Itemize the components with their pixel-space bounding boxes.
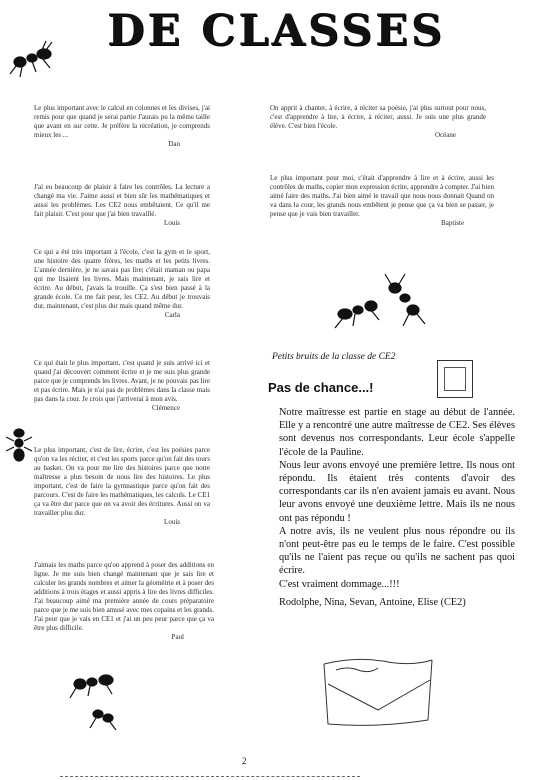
authors: Rodolphe, Nina, Sevan, Antoine, Elise (CE2): [279, 597, 466, 608]
ant-icon: [62, 662, 142, 732]
article-paragraph: A notre avis, ils ne veulent plus nous répondre ou ils n'ont peut-être pas eu le temps de le faire. C'est possible qu'ils ne l'aient pas reçue ou qu'ils ne sachent pas quoi écrire.: [279, 525, 515, 577]
article-paragraph: Notre maîtresse est partie en stage au début de l'année. Elle y a rencontré une autre maîtresse de CE2. Ses élèves sont devenus nos correspondants. Leur école s'appelle l'école de la Pauline.: [279, 407, 515, 458]
section-title: Petits bruits de la classe de CE2: [272, 352, 396, 362]
signature: Carla: [164, 311, 180, 319]
signature: Baptiste: [441, 219, 464, 227]
signature: Clémence: [152, 404, 180, 412]
block-text: Le plus important, c'est de lire, écrire, c'est les poésies parce qu'on va les réciter, et c'est les sports parce qu'on fait des tours au basket. On va pour me lire des histoires parce que notre maîtresse a plus besoin de nous lire des histoires. Le plus important, c'est de faire la gymnastique parce qu'on fait des parcours. C'est de faire les mathématiques, les calculs. Le CE1 ça va être dur parce que on va avoir des écritures. Aussi on va travailler plus dur.: [34, 446, 210, 517]
frame-icon: [437, 360, 473, 398]
block-text: On apprit à chanter, à écrire, à réciter sa poésie, j'ai plus surtout pour nous, c'est d'apprendre à lire, à écrire, à réciter, aussi. Je suis une plus grande élève. C'est bien l'école.: [270, 104, 486, 130]
text-block: [34, 446, 210, 527]
ant-icon: [6, 40, 56, 80]
text-block: [270, 174, 494, 228]
signature: Louis: [164, 518, 180, 526]
text-block: [34, 561, 214, 642]
block-text: Ce qui était le plus important, c'est quand je suis arrivé ici et quand j'ai découvert comment écrire et je me suis plus grande parce que je comprends les livres. Avant, je ne pouvais pas lire et pas écrire. Mais je n'ai pas de problèmes dans la classe mais pas dans la cour. Je crois que j'arriverai à mon avis.: [34, 359, 210, 403]
ant-icon: [4, 425, 34, 465]
article-body: [279, 406, 515, 591]
envelope-icon: [318, 654, 438, 734]
article-paragraph: Nous leur avons envoyé une première lettre. Ils nous ont répondu. Ils étaient très contents d'avoir des correspondants car ils n'en avaient jamais eu avant. Nous leur avons envoyé une deuxième lettre. Mais ils ne nous ont pas répondu !: [279, 459, 515, 524]
divider: [60, 775, 360, 777]
signature: Océane: [435, 131, 456, 139]
page-number: 2: [242, 756, 247, 766]
signature: Dan: [168, 140, 180, 148]
text-block: [270, 104, 486, 140]
block-text: Le plus important pour moi, c'était d'apprendre à lire et à écrire, aussi les contrôles de maths, copier mon expression écrite, apprendre à compter. J'ai bien aimé faire des maths. J'ai bien aimé le travail que nous nous donnait Quand on va dans la cour, les grands nous embêtent je pense que ça va bien se passer, je pense que je vais bien travailler.: [270, 174, 494, 218]
article-paragraph: C'est vraiment dommage...!!!: [279, 578, 400, 590]
signature: Paul: [171, 633, 184, 641]
ant-icon: [325, 268, 435, 338]
signature: Louis: [164, 219, 180, 227]
article-title: Pas de chance...!: [268, 380, 374, 395]
text-block: [34, 104, 210, 149]
block-text: Ce qui a été très important à l'école, c'est la gym et le sport, une histoire des quatre frères, les maths et les petits livres. L'année dernière, je ne savais pas lire; c'était maman ou papa qui me lisaient les livres. Mais maintenant, je sais lire et écrire. Au début, j'avais la trouille. Ça s'est bien passé à la grande école. Ce me fait peur, les CE2. Au début je trouvais dur, maintenant, c'est plus dur mais quand même dur.: [34, 248, 210, 310]
page-title: DE CLASSES: [107, 6, 445, 56]
block-text: Le plus important avec le calcul en colonnes et les divises, j'ai remis pour que quand je serai partie J'aurais pu la même taille que avant en sur cette. Je préfère la récréation, je comprends mieux les ...: [34, 104, 210, 139]
block-text: J'aimais les maths parce qu'on apprend à poser des additions en ligne. Je me suis bien changé maintenant que je sais lire et calculer les grands nombres et aimer la géométrie et à poser des additions à trois étages et aussi appris à lire des livres difficiles. J'ai beaucoup aimé ma première année de cours préparatoire parce que je me suis bien amusé avec mes copains et les grands. J'ai peur que je vais en CE1 et j'ai un peu peur parce que ça va être plus difficile.: [34, 561, 214, 632]
text-block: [34, 183, 210, 228]
text-block: [34, 248, 210, 320]
text-block: [34, 359, 210, 413]
block-text: J'ai eu beaucoup de plaisir à faire les contrôles. La lecture a changé ma vie. J'aime aussi et bien sûr les mathématiques et aussi les problèmes. Les CE2 nous embêtaient. Ce qu'il me fait plaisir. C'est pour que j'ai bien travaillé.: [34, 183, 210, 218]
